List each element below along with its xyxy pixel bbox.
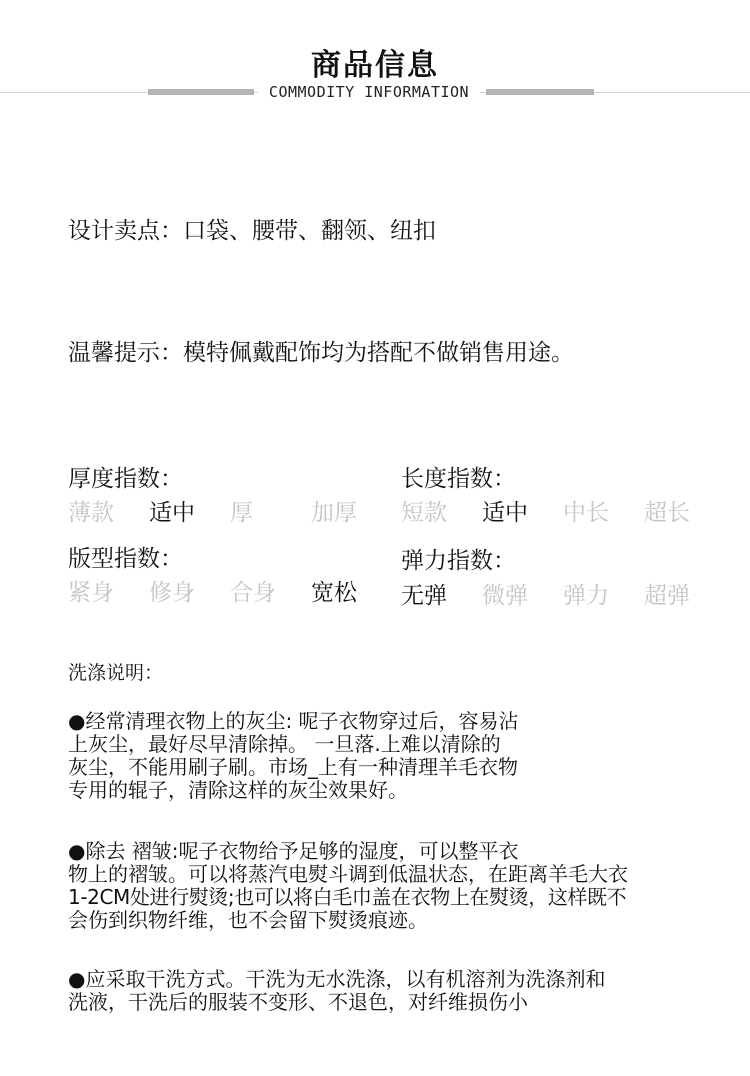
section-title: 商品信息	[311, 48, 439, 83]
fit-option: 紧身	[68, 580, 114, 606]
fit-options	[68, 574, 392, 607]
length-index-title: 长度指数：	[401, 466, 516, 492]
wash-line: 上灰尘，最好尽早清除掉。 一旦落.上难以清除的	[68, 732, 501, 756]
thickness-option: 适中	[149, 500, 195, 526]
length-option: 中长	[563, 500, 609, 526]
elasticity-option: 微弹	[482, 583, 528, 609]
thickness-option: 薄款	[68, 500, 114, 526]
wash-paragraph	[68, 968, 748, 1014]
section-subtitle: COMMODITY INFORMATION	[258, 83, 480, 101]
header-bar-left	[148, 89, 254, 95]
design-points: 设计卖点：口袋、腰带、翻领、纽扣	[68, 218, 436, 244]
wash-line: 专用的辊子，清除这样的灰尘效果好。	[68, 778, 408, 802]
length-option: 适中	[482, 500, 528, 526]
header-bar-right	[486, 89, 594, 95]
fit-option: 宽松	[311, 580, 357, 606]
wash-title: 洗涤说明：	[68, 662, 164, 684]
elasticity-option: 超弹	[644, 583, 690, 609]
elasticity-index-title: 弹力指数：	[401, 548, 516, 574]
elasticity-option: 无弹	[401, 583, 447, 609]
thickness-options	[68, 494, 392, 527]
wash-line: 1-2CM处进行熨烫;也可以将白毛巾盖在衣物上在熨烫，这样既不	[68, 885, 627, 909]
wash-line: 洗液，干洗后的服装不变形、不退色，对纤维损伤小	[68, 990, 528, 1014]
wash-paragraph	[68, 710, 748, 802]
length-options	[401, 494, 725, 527]
wash-paragraph	[68, 840, 748, 932]
wash-line: ●应采取干洗方式。干洗为无水洗涤，以有机溶剂为洗涤剂和	[68, 967, 606, 991]
elasticity-option: 弹力	[563, 583, 609, 609]
wash-line: ●除去 褶皱:呢子衣物给予足够的湿度，可以整平衣	[68, 839, 519, 863]
elasticity-options	[401, 577, 725, 610]
thickness-option: 厚	[230, 500, 253, 526]
fit-index-title: 版型指数：	[68, 546, 183, 572]
thickness-index-title: 厚度指数：	[68, 466, 183, 492]
fit-option: 修身	[149, 580, 195, 606]
length-option: 短款	[401, 500, 447, 526]
wash-line: 灰尘，不能用刷子刷。市场_上有一种清理羊毛衣物	[68, 755, 518, 779]
thickness-option: 加厚	[311, 500, 357, 526]
tip-text: 温馨提示：模特佩戴配饰均为搭配不做销售用途。	[68, 340, 574, 366]
wash-line: 会伤到织物纤维，也不会留下熨烫痕迹。	[68, 908, 428, 932]
wash-line: ●经常清理衣物上的灰尘: 呢子衣物穿过后，容易沾	[68, 709, 519, 733]
fit-option: 合身	[230, 580, 276, 606]
wash-line: 物上的褶皱。可以将蒸汽电熨斗调到低温状态，在距离羊毛大衣	[68, 862, 628, 886]
length-option: 超长	[644, 500, 690, 526]
